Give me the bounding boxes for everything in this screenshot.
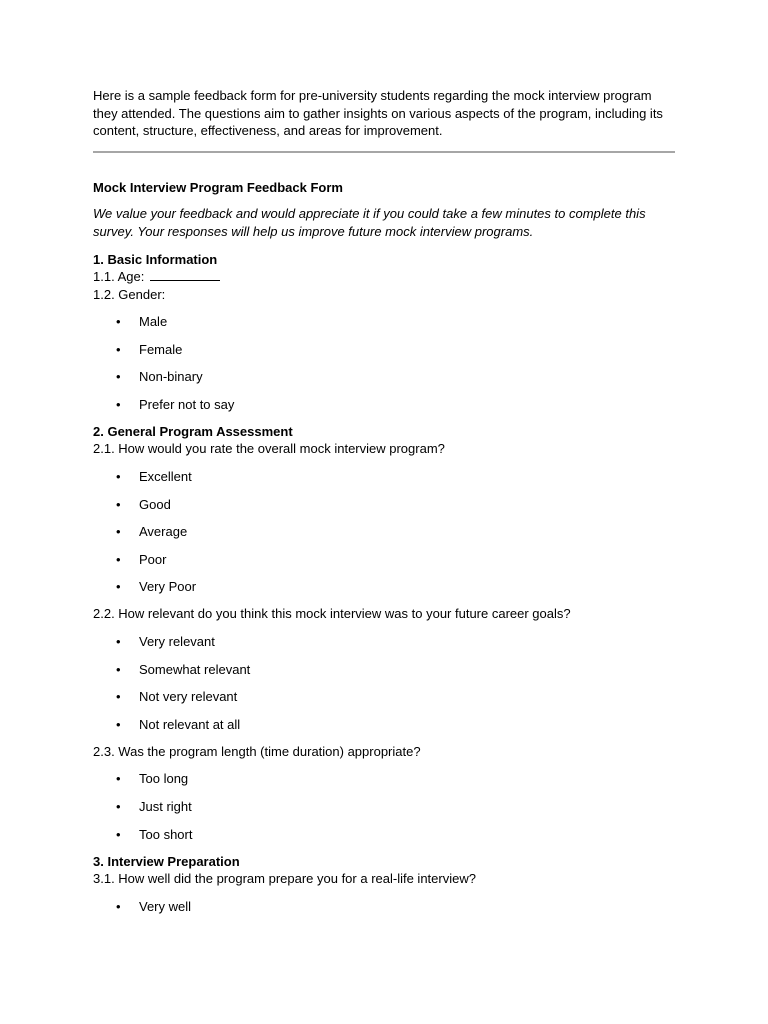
bullet-icon: • xyxy=(116,551,121,567)
section-heading: 2. General Program Assessment xyxy=(93,423,293,439)
bullet-icon: • xyxy=(116,898,121,914)
q2-2-options xyxy=(93,633,675,733)
intro-paragraph: Here is a sample feedback form for pre-university students regarding the mock interview program they attended. The questions aim to gather insights on various aspects of the program, including its content, structure, effectiveness, and areas for improvement. xyxy=(93,88,663,138)
option-label: Poor xyxy=(139,551,167,567)
option-label: Very relevant xyxy=(139,633,215,649)
q3-1-options xyxy=(93,898,675,916)
bullet-icon: • xyxy=(116,771,121,787)
option-label: Somewhat relevant xyxy=(139,661,251,677)
bullet-icon: • xyxy=(116,496,121,512)
option-item[interactable] xyxy=(93,661,675,679)
section-heading: 1. Basic Information xyxy=(93,251,218,267)
option-item[interactable] xyxy=(93,523,675,541)
option-label: Very well xyxy=(139,898,192,914)
option-item[interactable] xyxy=(93,633,675,651)
option-label: Female xyxy=(139,341,183,357)
bullet-icon: • xyxy=(116,396,121,412)
option-item[interactable] xyxy=(93,716,675,734)
bullet-icon: • xyxy=(116,314,121,330)
gender-question: 1.2. Gender: xyxy=(93,286,166,302)
bullet-icon: • xyxy=(116,798,121,814)
option-label: Male xyxy=(139,314,168,330)
option-item[interactable] xyxy=(93,688,675,706)
bullet-icon: • xyxy=(116,341,121,357)
form-title: Mock Interview Program Feedback Form xyxy=(93,179,343,195)
bullet-icon: • xyxy=(116,689,121,705)
section-interview-preparation xyxy=(93,853,675,916)
section-general-assessment xyxy=(93,423,675,843)
option-item[interactable] xyxy=(93,468,675,486)
option-label: Not relevant at all xyxy=(139,716,241,732)
bullet-icon: • xyxy=(116,369,121,385)
bullet-icon: • xyxy=(116,661,121,677)
bullet-icon: • xyxy=(116,579,121,595)
option-item[interactable] xyxy=(93,551,675,569)
question-2-2: 2.2. How relevant do you think this mock interview was to your future career goals? xyxy=(93,606,571,622)
option-label: Too short xyxy=(139,826,193,842)
q2-1-options xyxy=(93,468,675,596)
section-heading: 3. Interview Preparation xyxy=(93,853,240,869)
bullet-icon: • xyxy=(116,633,121,649)
bullet-icon: • xyxy=(116,716,121,732)
option-label: Just right xyxy=(139,798,192,814)
option-label: Too long xyxy=(139,771,189,787)
q2-3-options xyxy=(93,770,675,843)
bullet-icon: • xyxy=(116,468,121,484)
question-3-1: 3.1. How well did the program prepare you for a real-life interview? xyxy=(93,871,476,886)
option-label: Average xyxy=(139,524,188,540)
option-item[interactable] xyxy=(93,578,675,596)
option-item[interactable] xyxy=(93,898,675,916)
option-label: Not very relevant xyxy=(139,689,238,705)
section-basic-information xyxy=(93,251,675,414)
gender-options xyxy=(93,313,675,413)
option-item[interactable] xyxy=(93,368,675,386)
option-item[interactable] xyxy=(93,313,675,331)
option-label: Very Poor xyxy=(139,579,197,595)
option-item[interactable] xyxy=(93,826,675,844)
age-label: 1.1. Age: xyxy=(93,269,145,284)
question-2-3: 2.3. Was the program length (time duration) appropriate? xyxy=(93,743,421,759)
option-item[interactable] xyxy=(93,341,675,359)
horizontal-rule xyxy=(93,151,675,153)
option-label: Prefer not to say xyxy=(139,396,235,412)
option-item[interactable] xyxy=(93,798,675,816)
age-blank-field[interactable] xyxy=(150,268,220,281)
option-item[interactable] xyxy=(93,496,675,514)
option-label: Excellent xyxy=(139,468,192,484)
age-question xyxy=(93,268,675,286)
bullet-icon: • xyxy=(116,524,121,540)
option-label: Good xyxy=(139,496,171,512)
bullet-icon: • xyxy=(116,826,121,842)
option-item[interactable] xyxy=(93,396,675,414)
document-page xyxy=(93,87,675,915)
option-item[interactable] xyxy=(93,770,675,788)
form-description: We value your feedback and would appreciate it if you could take a few minutes to complete this survey. Your responses will help us improve future mock interview programs. xyxy=(93,205,646,239)
option-label: Non-binary xyxy=(139,369,203,385)
question-2-1: 2.1. How would you rate the overall mock interview program? xyxy=(93,441,445,457)
